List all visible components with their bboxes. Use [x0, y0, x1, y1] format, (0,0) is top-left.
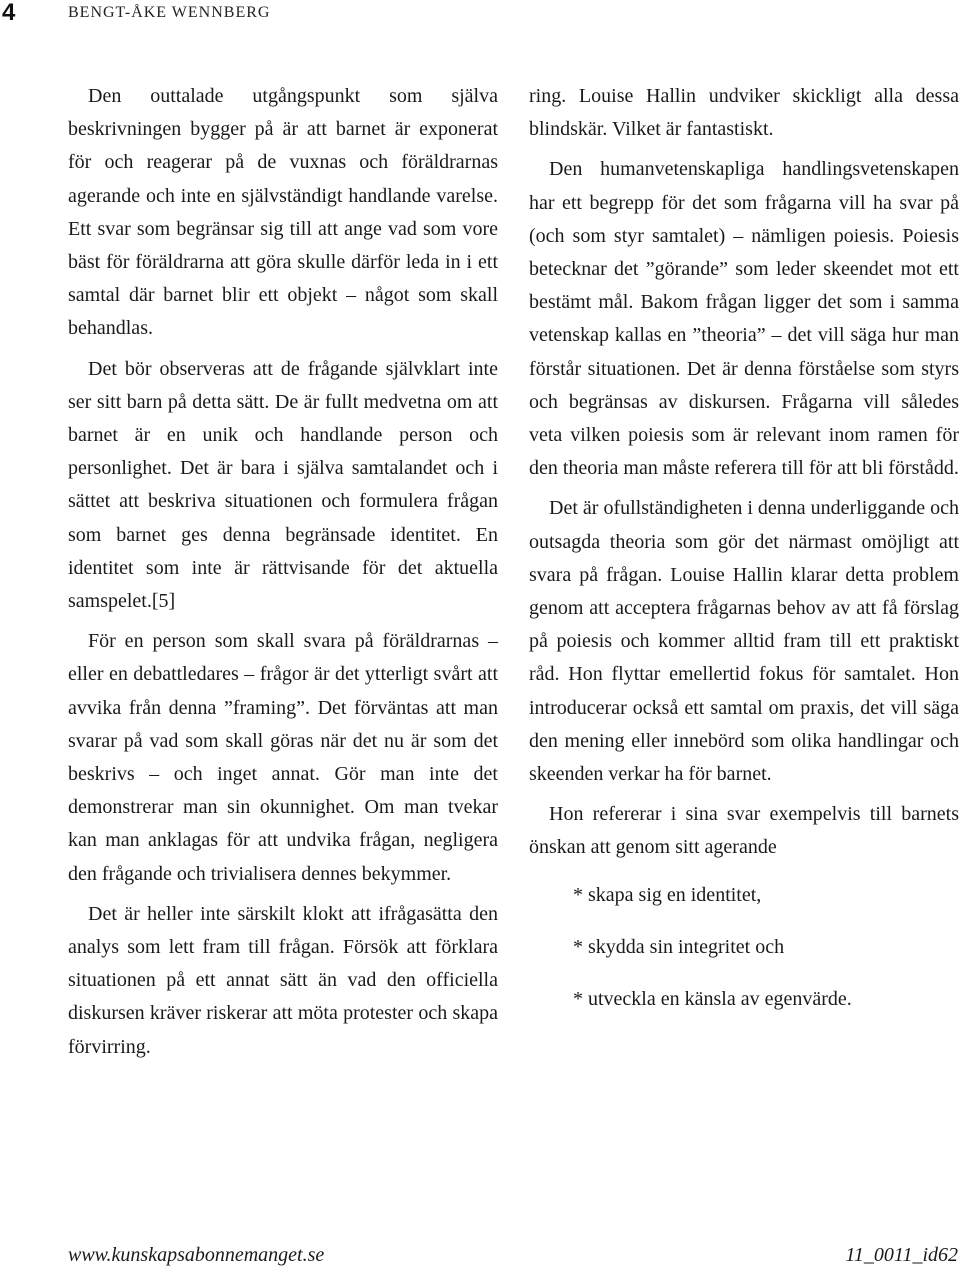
body-paragraph: Det bör observeras att de frågande självklart inte ser sitt barn på detta sätt. De är fullt medvetna om att barnet är en unik och handlande person och personlighet. Det är bara i själva samtalandet och i sättet att beskriva situationen och formulera frågan som barnet ges denna begränsade identitet. En identitet som inte är rättvisande för det aktuella samspelet.[5]	[68, 357, 498, 613]
page-header	[0, 0, 960, 30]
bullet-list	[529, 879, 959, 1017]
body-paragraph: ring. Louise Hallin undviker skickligt alla dessa blindskär. Vilket är fantastiskt.	[529, 85, 959, 141]
list-item: * skydda sin integritet och	[573, 935, 785, 958]
page-number: 4	[2, 0, 16, 26]
body-paragraph: Det är ofullständigheten i denna underliggande och outsagda theoria som gör det närmast omöjligt att svara på frågan. Louise Hallin klarar detta problem genom att acceptera frågarnas behov av att få förslag på poiesis och kommer alltid fram till ett praktiskt råd. Hon flyttar emellertid fokus för samtalet. Hon introducerar också ett samtal om praxis, det vill säga den mening eller innebörd som olika handlingar och skeenden verkar ha för barnet.	[529, 497, 959, 786]
body-paragraph: Hon refererar i sina svar exempelvis till barnets önskan att genom sitt agerande	[529, 803, 959, 859]
right-column	[529, 80, 959, 1035]
body-paragraph: Det är heller inte särskilt klokt att ifrågasätta den analys som lett fram till frågan. Försök att förklara situationen på ett annat sätt än vad den officiella diskursen kräver riskerar att möta protester och skapa förvirring.	[68, 902, 498, 1058]
left-column	[68, 80, 498, 1064]
body-paragraph: Den humanvetenskapliga handlingsvetenskapen har ett begrepp för det som frågarna vill ha svar på (och som styr samtalet) – nämligen poiesis. Poiesis betecknar det ”görande” som leder skeendet mot ett bestämt mål. Bakom frågan ligger det som i samma vetenskap kallas en ”theoria” – det vill säga hur man förstår situationen. Det är denna förståelse som styrs och begränsas av diskursen. Frågarna vill således veta vilken poiesis som är relevant inom ramen för den theoria man måste referera till för att bli förstådd.	[529, 158, 959, 480]
body-paragraph: Den outtalade utgångspunkt som själva beskrivningen bygger på är att barnet är exponerat för och reagerar på de vuxnas och föräldrarnas agerande och inte en självständigt handlande varelse. Ett svar som begränsar sig till att ange vad som vore bäst för föräldrarna att göra skulle därför leda in i ett samtal där barnet blir ett objekt – något som skall behandlas.	[68, 85, 498, 340]
running-head-author: BENGT-ÅKE WENNBERG	[68, 4, 271, 21]
body-paragraph: För en person som skall svara på föräldrarnas – eller en debattledares – frågor är det ytterligt svårt att avvika från denna ”framing”. Det förväntas att man svarar på vad som skall göras när det nu är som det beskrivs – och inget annat. Gör man inte det demonstrerar man sin okunnighet. Om man tvekar kan man anklagas för att undvika frågan, negligera den frågande och trivialisera dennes bekymmer.	[68, 630, 498, 885]
footer-website-link[interactable]: www.kunskapsabonnemanget.se	[68, 1244, 325, 1266]
list-item: * utveckla en känsla av egenvärde.	[573, 988, 852, 1011]
footer-document-id: 11_0011_id62	[845, 1244, 958, 1266]
list-item: * skapa sig en identitet,	[573, 883, 762, 906]
